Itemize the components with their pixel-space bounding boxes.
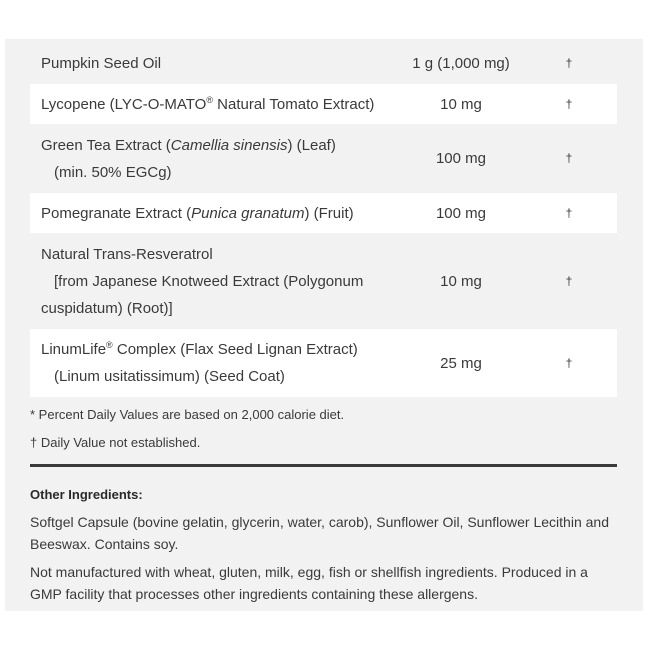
table-row	[30, 329, 617, 397]
daily-value: †	[521, 124, 617, 193]
ingredient-name: Green Tea Extract (Camellia sinensis) (Leaf) (min. 50% EGCg)	[30, 124, 401, 193]
other-ingredients-heading: Other Ingredients:	[30, 487, 143, 502]
ingredient-name: Pomegranate Extract (Punica granatum) (Fruit)	[30, 193, 401, 233]
allergen-statement: Not manufactured with wheat, gluten, milk, egg, fish or shellfish ingredients. Produced in a GMP facility that processes other ingredients containing these allergens.	[30, 564, 588, 602]
ingredient-amount: 1 g (1,000 mg)	[401, 42, 521, 84]
table-row	[30, 233, 617, 329]
table-row	[30, 84, 617, 124]
ingredient-amount: 100 mg	[401, 193, 521, 233]
daily-value: †	[521, 42, 617, 84]
ingredient-name: Natural Trans-Resveratrol [from Japanese Knotweed Extract (Polygonum cuspidatum) (Root)]	[30, 233, 401, 329]
table-row	[30, 42, 617, 84]
table-row	[30, 193, 617, 233]
other-ingredients-text: Softgel Capsule (bovine gelatin, glycerin, water, carob), Sunflower Oil, Sunflower Lecithin and Beeswax. Contains soy.	[30, 514, 609, 552]
daily-value: †	[521, 84, 617, 124]
footnote-daily-value-not-established: † Daily Value not established.	[30, 435, 201, 450]
daily-value: †	[521, 329, 617, 397]
daily-value: †	[521, 193, 617, 233]
ingredient-name: Pumpkin Seed Oil	[30, 42, 401, 84]
ingredient-amount: 10 mg	[401, 233, 521, 329]
ingredient-name: LinumLife® Complex (Flax Seed Lignan Extract) (Linum usitatissimum) (Seed Coat)	[30, 329, 401, 397]
daily-value: †	[521, 233, 617, 329]
supplement-facts-table	[30, 42, 617, 397]
table-row	[30, 124, 617, 193]
footnote-percent-daily-values: * Percent Daily Values are based on 2,000 calorie diet.	[30, 407, 345, 422]
ingredient-amount: 10 mg	[401, 84, 521, 124]
ingredient-amount: 100 mg	[401, 124, 521, 193]
section-divider	[30, 464, 617, 467]
ingredient-name: Lycopene (LYC-O-MATO® Natural Tomato Extract)	[30, 84, 401, 124]
ingredient-amount: 25 mg	[401, 329, 521, 397]
